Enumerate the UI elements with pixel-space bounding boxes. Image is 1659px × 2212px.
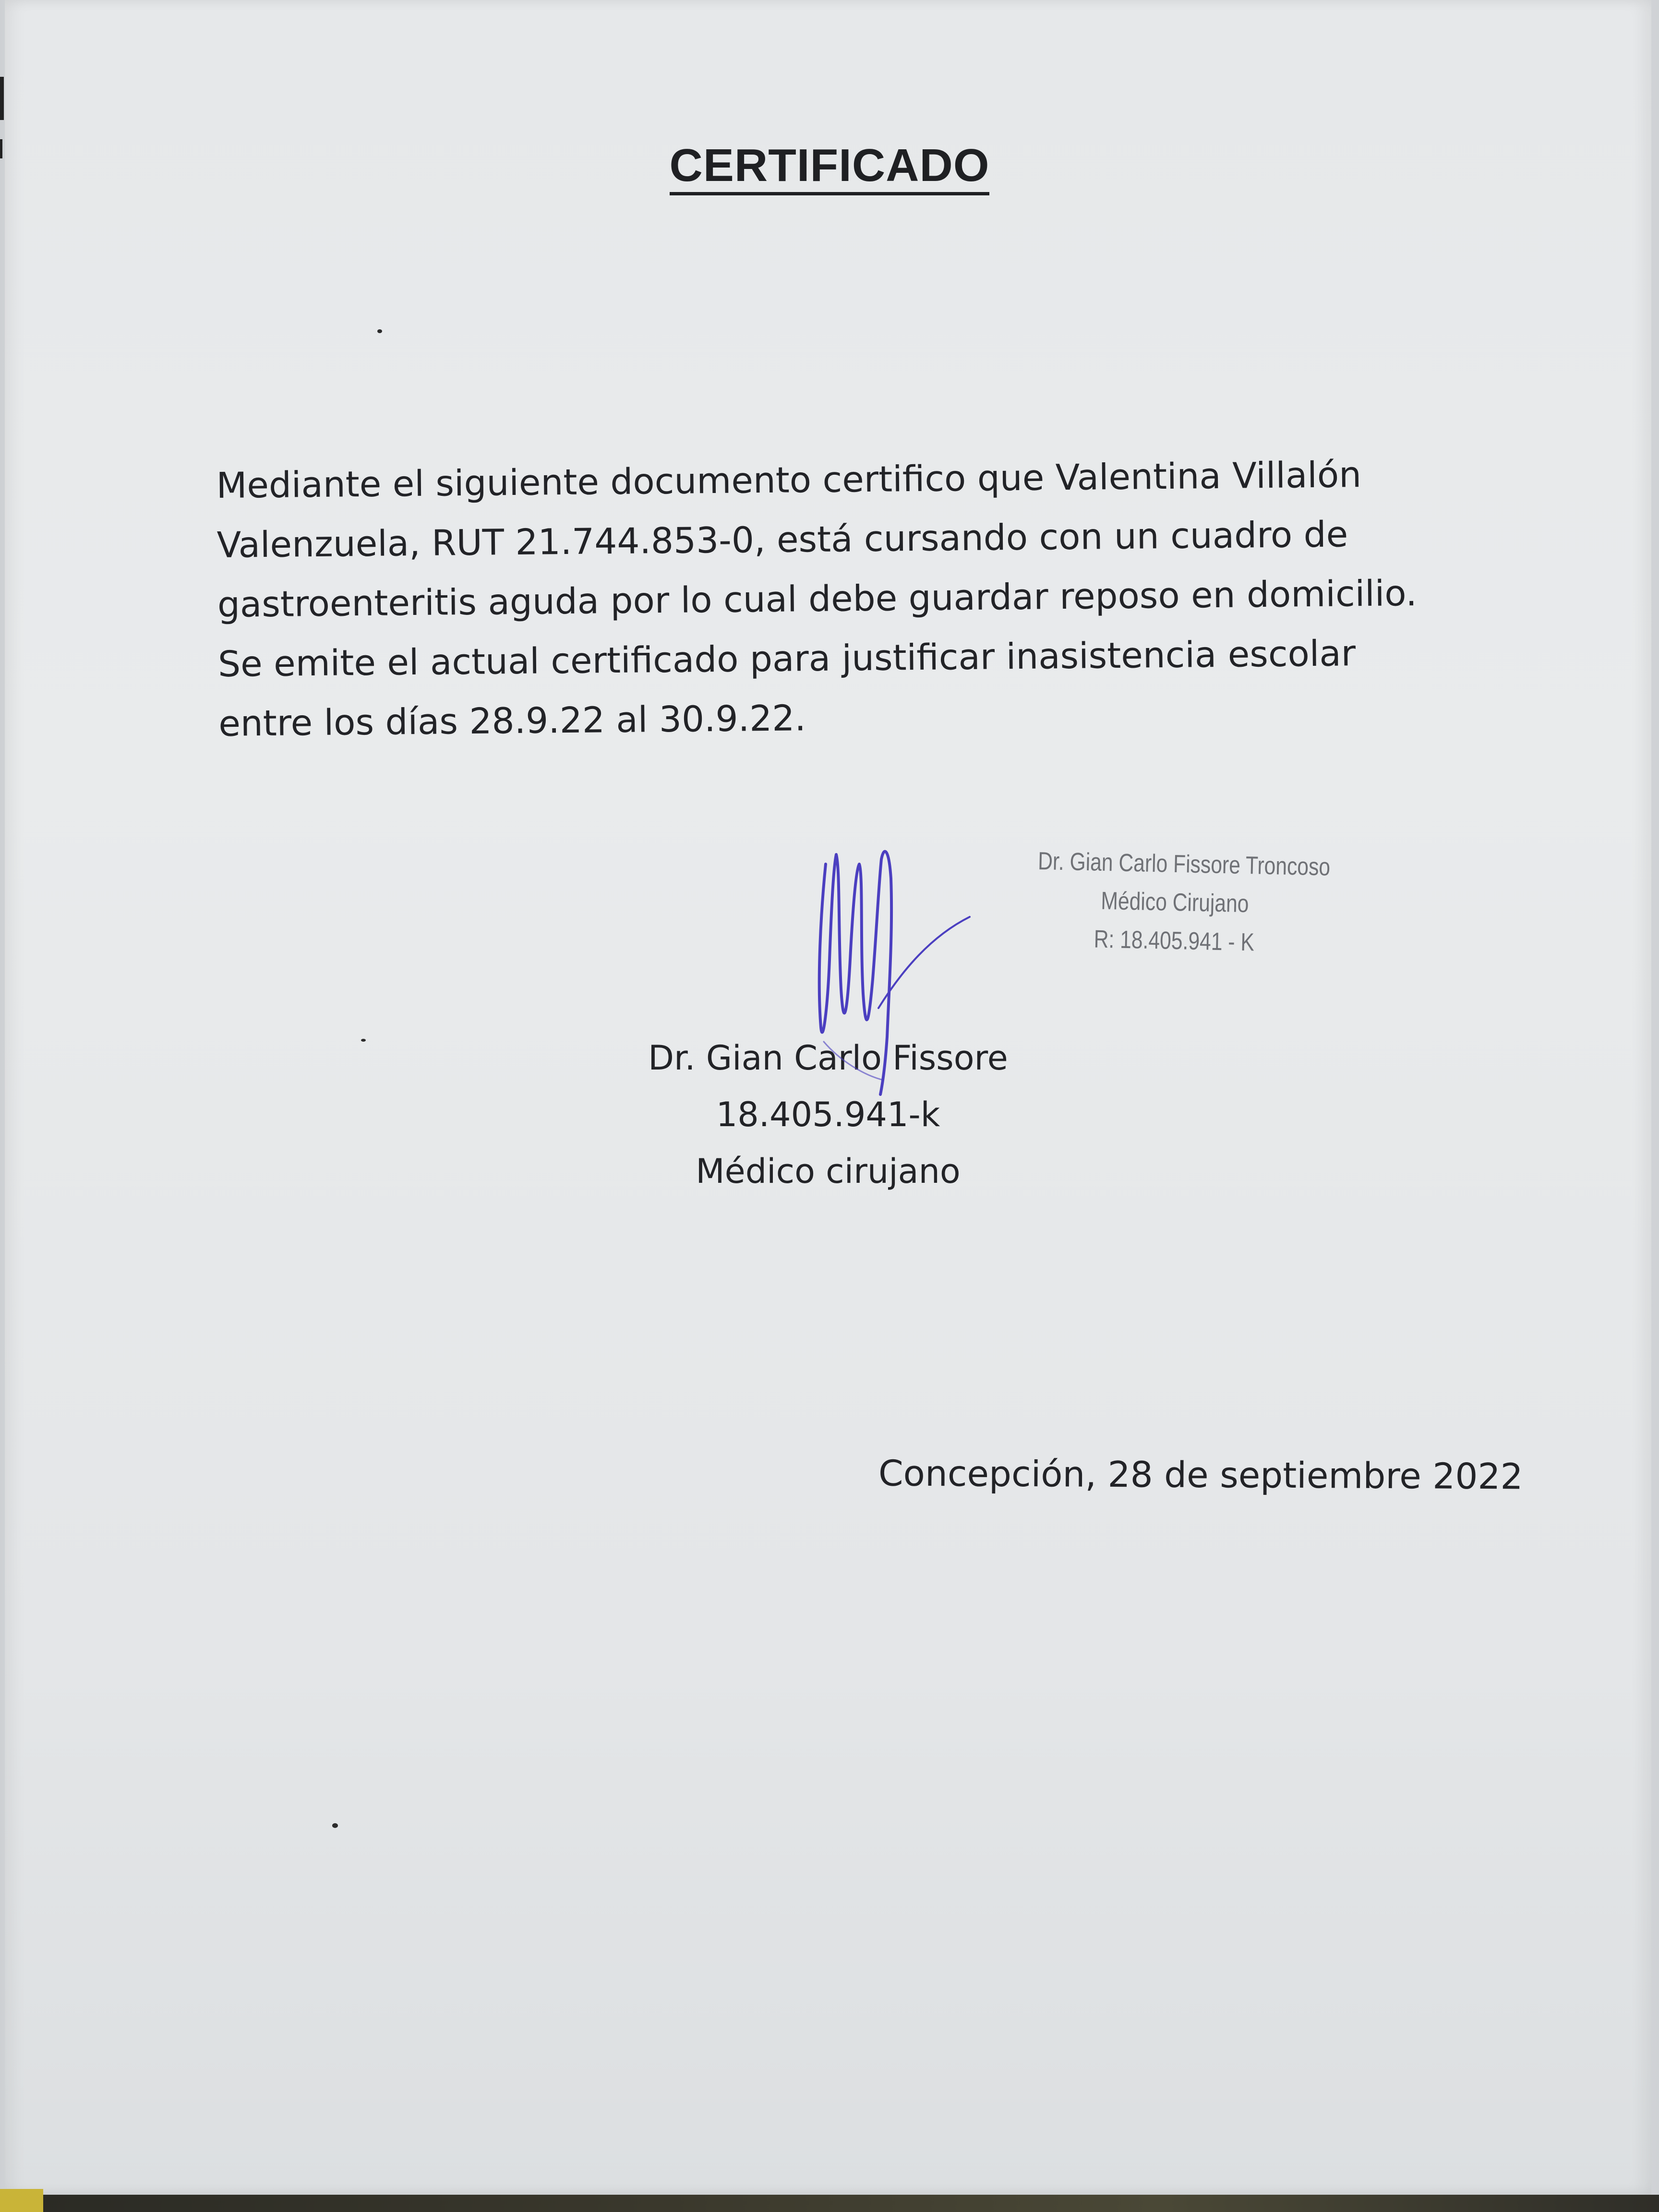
body-line: Valenzuela, RUT 21.744.853-0, está cursando con un cuadro de (216, 514, 1348, 566)
paper-edge-mark (0, 77, 4, 120)
signer-id: 18.405.941-k (716, 1095, 940, 1134)
body-line: gastroenteritis aguda por lo cual debe guardar reposo en domicilio. (217, 572, 1418, 625)
stamp-name: Dr. Gian Carlo Fissore Troncoso (1037, 847, 1331, 881)
place-date: Concepción, 28 de septiembre 2022 (878, 1453, 1523, 1498)
body-line: Se emite el actual certificado para justificar inasistencia escolar (217, 633, 1356, 685)
stamp-title: Médico Cirujano (1100, 887, 1250, 918)
handwritten-signature (806, 835, 989, 1104)
document-title-text: CERTIFICADO (670, 140, 990, 195)
doctor-stamp (1036, 842, 1331, 963)
paper-speck (332, 1823, 338, 1828)
body-line-last: entre los días 28.9.22 al 30.9.22. (218, 697, 806, 745)
paper-speck (361, 1039, 366, 1042)
signer-name: Dr. Gian Carlo Fissore (648, 1038, 1008, 1078)
table-surface (0, 2195, 1659, 2212)
document-title (0, 139, 1659, 192)
certificate-body (216, 445, 1438, 754)
signer-role: Médico cirujano (696, 1152, 961, 1191)
paper-speck (377, 329, 382, 333)
table-corner (0, 2189, 43, 2212)
stamp-rut: R: 18.405.941 - K (1094, 925, 1255, 957)
body-line: Mediante el siguiente documento certifico que Valentina Villalón (216, 454, 1362, 506)
